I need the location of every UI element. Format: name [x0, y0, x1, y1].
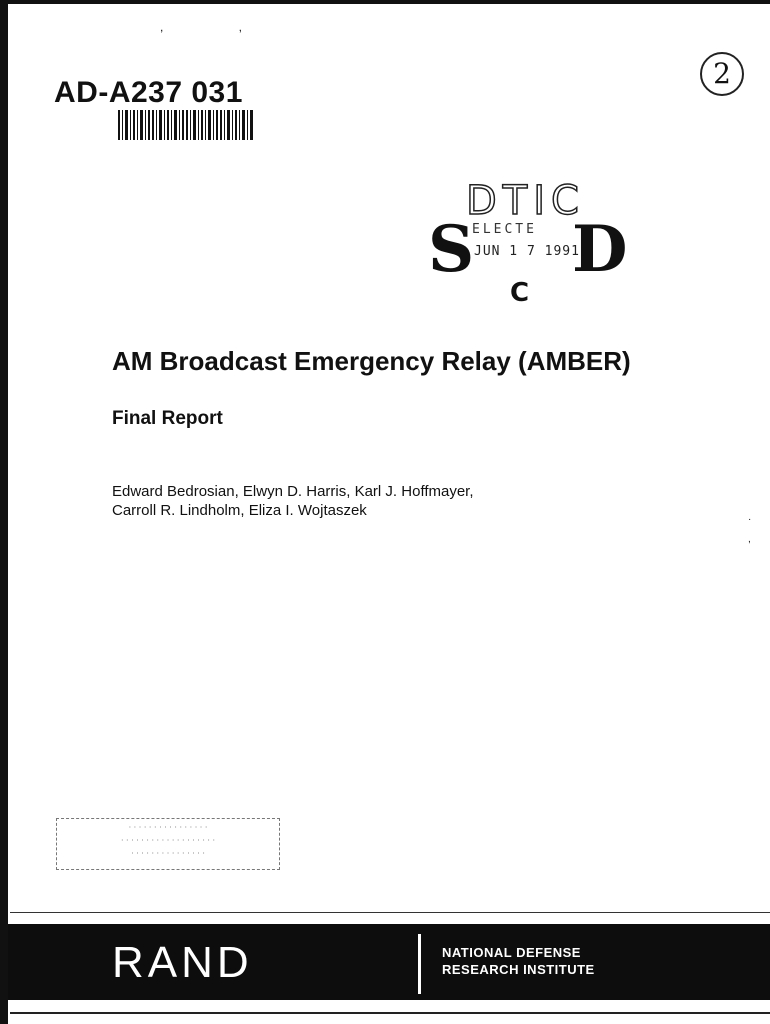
authors-line-1: Edward Bedrosian, Elwyn D. Harris, Karl J. Hoffmayer,	[112, 483, 474, 500]
rand-logo: RAND	[112, 938, 253, 987]
copy-number-mark: 2	[700, 52, 744, 96]
institute-line-1: NATIONAL DEFENSE	[442, 945, 581, 960]
institute-line-2: RESEARCH INSTITUTE	[442, 962, 595, 977]
stamp-letter-c: C	[510, 278, 530, 308]
left-border	[0, 0, 8, 1024]
stamp-electe-text: ELECTE	[472, 222, 537, 237]
authors-line-2: Carroll R. Lindholm, Eliza I. Wojtaszek	[112, 502, 367, 519]
scan-marks: , ,	[160, 20, 279, 34]
author-list	[112, 482, 474, 520]
dtic-stamp	[420, 178, 628, 318]
publisher-footer	[8, 924, 770, 1000]
bottom-border	[10, 1012, 770, 1014]
top-border	[0, 0, 770, 4]
institute-name	[442, 944, 595, 978]
faded-notice-box: · · · · · · · · · · · · · · · · · · · · · · · · · · · · · · · · · · · · · · · · · · · · · · · · · ·	[56, 818, 280, 870]
document-number: AD-A237 031	[54, 76, 243, 109]
barcode-icon	[118, 110, 254, 140]
stamp-dtic-text: DTIC	[466, 178, 585, 224]
stamp-letter-d: D	[572, 212, 628, 287]
footer-divider	[418, 934, 421, 994]
stamp-date: JUN 1 7 1991	[474, 244, 580, 259]
stamp-letter-s: S	[428, 212, 475, 287]
margin-marks: · ,	[748, 514, 752, 545]
report-subtitle: Final Report	[112, 408, 223, 429]
footer-top-rule	[10, 912, 770, 913]
report-title: AM Broadcast Emergency Relay (AMBER)	[112, 346, 631, 376]
